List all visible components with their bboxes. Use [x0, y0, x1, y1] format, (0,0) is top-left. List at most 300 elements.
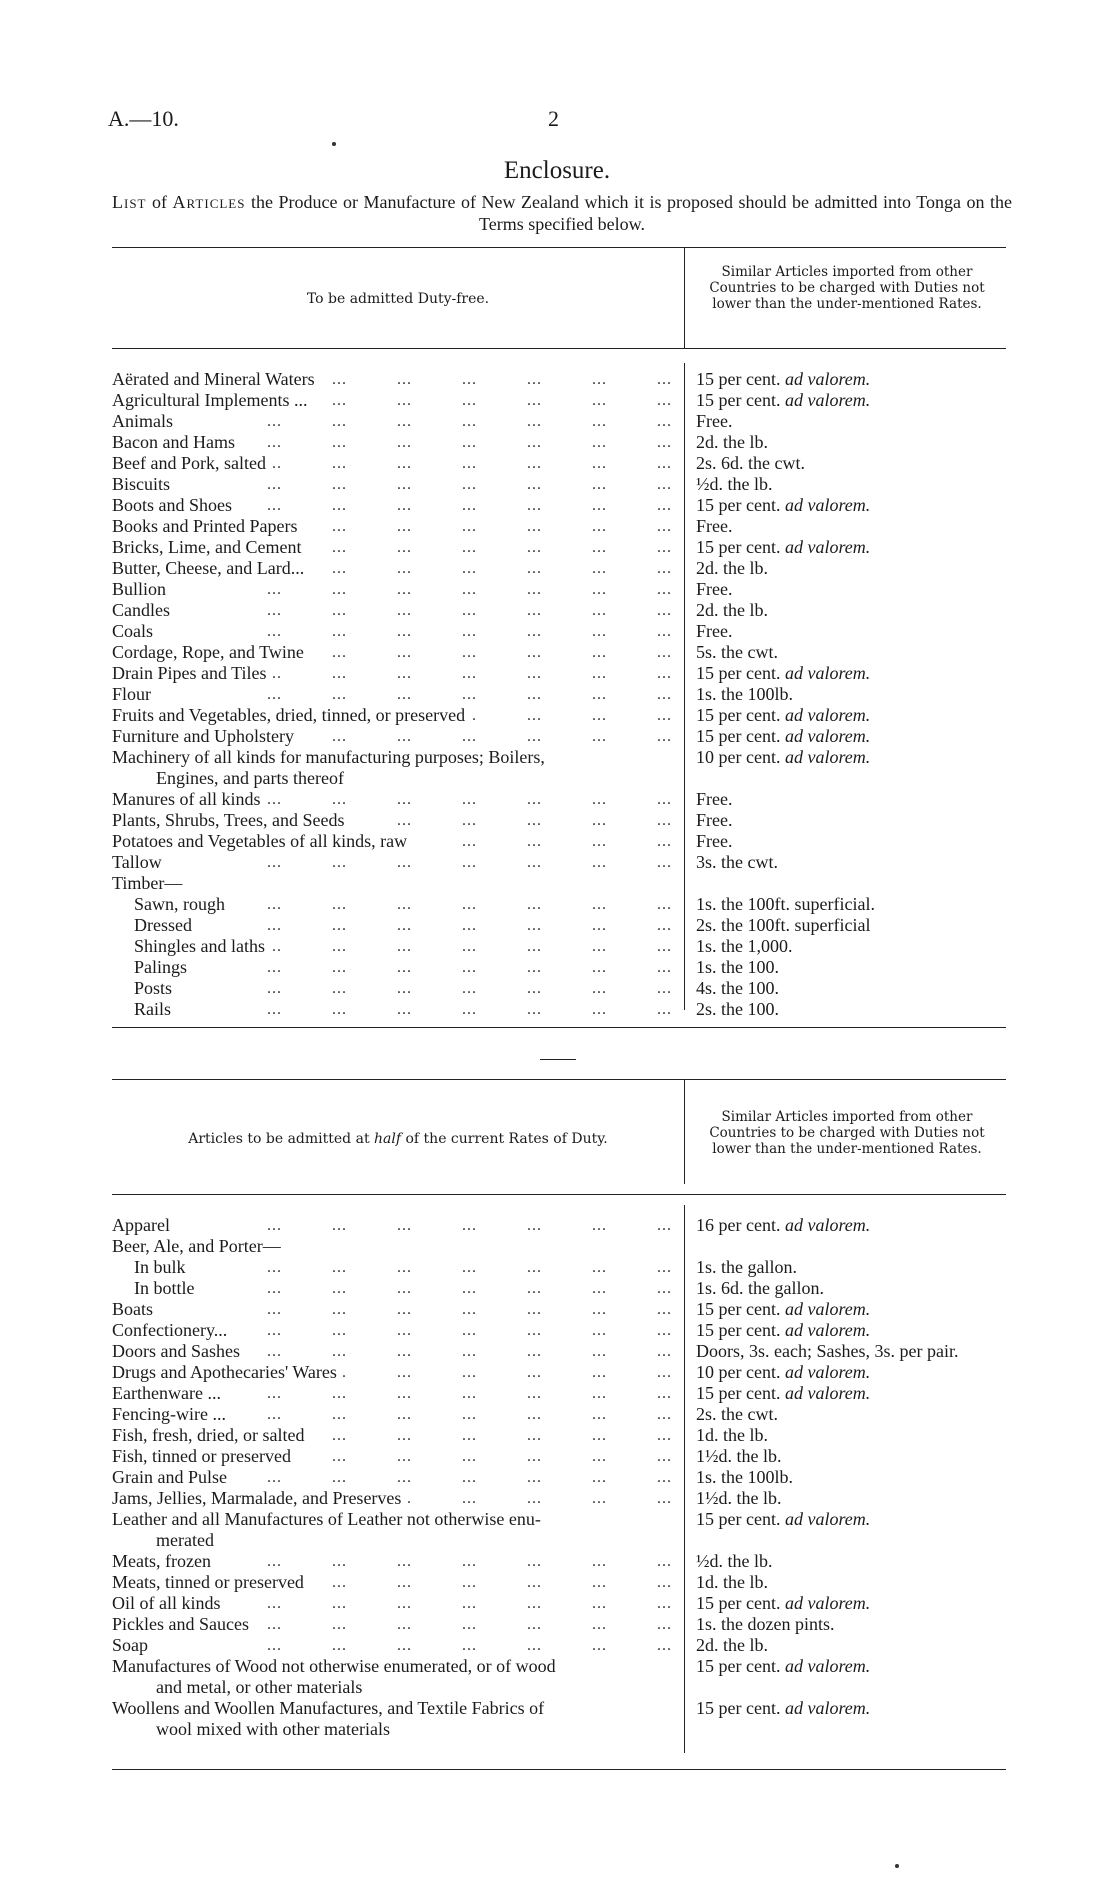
half-duty-header-1: Articles to be admitted at — [188, 1131, 375, 1147]
duty-rate-text: 15 per cent. — [696, 1509, 781, 1529]
duty-rate-text: 10 per cent. — [696, 1362, 781, 1382]
duty-rate-text: 10 per cent. — [696, 747, 781, 767]
duty-rate — [696, 1656, 870, 1677]
article-name-text: Books and Printed Papers — [112, 516, 303, 536]
duty-rate-text: 15 per cent. — [696, 369, 781, 389]
table-row — [112, 789, 1006, 810]
duty-rate-text: 5s. the cwt. — [696, 642, 778, 662]
article-name — [112, 579, 672, 600]
duty-rate-ad-valorem: ad valorem. — [784, 1215, 871, 1235]
duty-rate — [696, 1299, 870, 1320]
article-name-text: Woollens and Woollen Manufactures, and Textile Fabrics of — [112, 1698, 545, 1718]
duty-rate-text: 2d. the lb. — [696, 432, 768, 452]
duty-rate — [696, 663, 870, 684]
duty-rate-text: 2s. the cwt. — [696, 1404, 778, 1424]
article-name-text: Animals — [112, 411, 179, 431]
duty-rate-text: ½d. the lb. — [696, 474, 773, 494]
table-row — [112, 852, 1006, 873]
duty-rate — [696, 1467, 793, 1488]
article-name — [112, 936, 672, 957]
duty-rate-ad-valorem: ad valorem. — [784, 747, 871, 767]
article-name-text: Beer, Ale, and Porter— — [112, 1236, 287, 1256]
duty-rate-text: Free. — [696, 810, 733, 830]
article-name-text: Flour — [112, 684, 157, 704]
article-name — [112, 1278, 672, 1299]
article-name-text: Fruits and Vegetables, dried, tinned, or preserved — [112, 705, 471, 725]
article-name-text: Cordage, Rope, and Twine — [112, 642, 310, 662]
duty-rate — [696, 936, 793, 957]
article-name — [112, 894, 672, 915]
table-row — [112, 684, 1006, 705]
duty-rate-text: 15 per cent. — [696, 705, 781, 725]
table-row — [112, 999, 1006, 1020]
article-name-text: Fencing-wire ... — [112, 1404, 232, 1424]
article-name-text: Furniture and Upholstery — [112, 726, 300, 746]
duty-rate-text: 15 per cent. — [696, 1320, 781, 1340]
duty-rate — [696, 1257, 797, 1278]
duty-rate — [696, 957, 779, 978]
duty-rate-text: 1½d. the lb. — [696, 1488, 782, 1508]
duty-rate-text: Free. — [696, 579, 733, 599]
article-name — [112, 642, 672, 663]
duty-rate-text: 15 per cent. — [696, 663, 781, 683]
duty-rate-text: 15 per cent. — [696, 1698, 781, 1718]
article-name-text: Confectionery... — [112, 1320, 233, 1340]
duty-rate — [696, 390, 870, 411]
duty-rate — [696, 684, 793, 705]
table-row — [112, 1257, 1006, 1278]
article-name — [112, 432, 672, 453]
article-name — [112, 831, 672, 852]
duty-rate — [696, 1593, 870, 1614]
duty-rate-ad-valorem: ad valorem. — [784, 1299, 871, 1319]
article-name-text: Posts — [134, 978, 178, 998]
table-top-rule — [112, 1079, 1006, 1080]
duty-rate — [696, 411, 732, 432]
table-row — [112, 936, 1006, 957]
article-name — [112, 810, 672, 831]
article-name-text: Grain and Pulse — [112, 1467, 233, 1487]
duty-rate-text: 15 per cent. — [696, 1656, 781, 1676]
table-row — [112, 957, 1006, 978]
duty-rate — [696, 537, 870, 558]
article-name-text: In bulk — [134, 1257, 192, 1277]
table-row — [112, 726, 1006, 747]
half-duty-header — [112, 1131, 684, 1147]
duty-rate-text: 1s. the 100ft. superficial. — [696, 894, 875, 914]
article-name — [112, 411, 672, 432]
article-name-text: Doors and Sashes — [112, 1341, 246, 1361]
table-row — [112, 1635, 1006, 1656]
section-separator — [540, 1059, 576, 1060]
article-name-text: Dressed — [134, 915, 198, 935]
duty-rate-text: Free. — [696, 621, 733, 641]
article-name — [112, 1404, 672, 1425]
table-row — [112, 1467, 1006, 1488]
table-row — [112, 1362, 1006, 1383]
duty-rate-text: 15 per cent. — [696, 537, 781, 557]
table-row — [112, 411, 1006, 432]
duty-rate-text: Free. — [696, 831, 733, 851]
article-name-continued: Engines, and parts thereof — [156, 768, 344, 788]
duty-rate-text: 15 per cent. — [696, 1383, 781, 1403]
table-row — [112, 705, 1006, 726]
duty-rate-ad-valorem: ad valorem. — [784, 1320, 871, 1340]
article-name-text: Boats — [112, 1299, 159, 1319]
table-row — [112, 1656, 1006, 1698]
table-row — [112, 474, 1006, 495]
header-rule — [112, 348, 1006, 349]
duty-rate-text: 1s. the gallon. — [696, 1257, 797, 1277]
duty-rate — [696, 1341, 958, 1362]
duty-rate — [696, 705, 870, 726]
duty-rate-ad-valorem: ad valorem. — [784, 1698, 871, 1718]
table-row — [112, 621, 1006, 642]
article-name-text: Bullion — [112, 579, 172, 599]
table-bottom-rule — [112, 1027, 1006, 1028]
table-row — [112, 579, 1006, 600]
duty-rate-ad-valorem: ad valorem. — [784, 1362, 871, 1382]
duty-rate — [696, 894, 875, 915]
table-row — [112, 1593, 1006, 1614]
duty-rate — [696, 600, 768, 621]
column-divider — [684, 1079, 685, 1184]
duty-rate — [696, 1278, 824, 1299]
duty-rate-ad-valorem: ad valorem. — [784, 537, 871, 557]
article-name-text: Agricultural Implements ... — [112, 390, 313, 410]
article-name — [112, 1320, 672, 1341]
article-name-text: In bottle — [134, 1278, 201, 1298]
table-row — [112, 453, 1006, 474]
column-divider — [684, 247, 685, 348]
table-row — [112, 1572, 1006, 1593]
article-name-text: Drugs and Apothecaries' Wares — [112, 1362, 343, 1382]
article-name-text: Apparel — [112, 1215, 176, 1235]
duty-rate-ad-valorem: ad valorem. — [784, 1656, 871, 1676]
table-row — [112, 369, 1006, 390]
table-row — [112, 1446, 1006, 1467]
duty-rate-text: 2d. the lb. — [696, 600, 768, 620]
intro-text-1: of — [146, 192, 173, 212]
similar-articles-header: Similar Articles imported from other Countries to be charged with Duties not lower than the under-mentioned Rates. — [709, 264, 985, 312]
table-row — [112, 1404, 1006, 1425]
article-name — [112, 1299, 672, 1320]
duty-rate — [696, 1509, 870, 1530]
duty-rate-text: 1½d. the lb. — [696, 1446, 782, 1466]
duty-rate-text: 2s. the 100. — [696, 999, 779, 1019]
article-name-text: Earthenware ... — [112, 1383, 227, 1403]
article-name-text: Biscuits — [112, 474, 176, 494]
article-name-text: Pickles and Sauces — [112, 1614, 255, 1634]
article-name — [112, 1635, 672, 1656]
article-name — [112, 789, 672, 810]
article-name — [112, 1362, 672, 1383]
article-name-text: Candles — [112, 600, 176, 620]
table-row — [112, 663, 1006, 684]
duty-rate-ad-valorem: ad valorem. — [784, 495, 871, 515]
duty-rate — [696, 726, 870, 747]
table-row — [112, 915, 1006, 936]
article-name — [112, 1698, 672, 1740]
article-name — [112, 1593, 672, 1614]
duty-rate-text: 1s. the 100lb. — [696, 684, 793, 704]
article-name — [112, 957, 672, 978]
duty-rate — [696, 810, 732, 831]
duty-free-rows — [112, 369, 1006, 1020]
duty-rate — [696, 453, 805, 474]
duty-rate — [696, 1425, 768, 1446]
article-name-text: Soap — [112, 1635, 154, 1655]
article-name-text: Bricks, Lime, and Cement — [112, 537, 307, 557]
duty-rate — [696, 1635, 768, 1656]
duty-rate — [696, 1551, 773, 1572]
article-name-text: Rails — [134, 999, 177, 1019]
table-row — [112, 1614, 1006, 1635]
table-row — [112, 1215, 1006, 1236]
duty-rate — [696, 999, 779, 1020]
duty-rate — [696, 747, 870, 768]
duty-rate-ad-valorem: ad valorem. — [784, 705, 871, 725]
article-name-text: Meats, frozen — [112, 1551, 217, 1571]
article-name — [112, 1614, 672, 1635]
intro-paragraph — [112, 191, 1012, 235]
table-row — [112, 1509, 1006, 1551]
article-name-text: Fish, tinned or preserved — [112, 1446, 297, 1466]
table-top-rule — [112, 247, 1006, 248]
duty-free-header: To be admitted Duty-free. — [306, 291, 490, 307]
table-row — [112, 894, 1006, 915]
table-row — [112, 747, 1006, 789]
half-duty-header-half: half — [374, 1131, 402, 1147]
table-row — [112, 495, 1006, 516]
half-duty-table — [112, 1079, 1006, 1769]
article-name-text: Tallow — [112, 852, 168, 872]
duty-rate-text: 4s. the 100. — [696, 978, 779, 998]
duty-rate-text: 1s. the 1,000. — [696, 936, 793, 956]
table-row — [112, 432, 1006, 453]
table-row — [112, 516, 1006, 537]
duty-rate-text: 1s. the 100lb. — [696, 1467, 793, 1487]
article-name — [112, 1425, 672, 1446]
article-name-text: Butter, Cheese, and Lard... — [112, 558, 310, 578]
article-name-text: Manures of all kinds — [112, 789, 266, 809]
article-name — [112, 1236, 672, 1257]
table-row — [112, 1551, 1006, 1572]
article-name — [112, 705, 672, 726]
duty-rate-text: Doors, 3s. each; Sashes, 3s. per pair. — [696, 1341, 959, 1361]
table-row — [112, 642, 1006, 663]
duty-rate — [696, 474, 773, 495]
duty-rate-text: 1s. the dozen pints. — [696, 1614, 835, 1634]
duty-rate — [696, 558, 768, 579]
intro-text-2: the Produce or Manufacture of New Zealand which it is proposed should be admitted into Tonga on the Terms specified below. — [245, 192, 1012, 234]
article-name — [112, 495, 672, 516]
article-name — [112, 1572, 672, 1593]
article-name-continued: merated — [156, 1530, 214, 1550]
table-row — [112, 600, 1006, 621]
duty-rate-ad-valorem: ad valorem. — [784, 1383, 871, 1403]
article-name — [112, 1551, 672, 1572]
duty-rate-text: 1s. the 100. — [696, 957, 779, 977]
article-name-text: Beef and Pork, salted — [112, 453, 272, 473]
article-name-text: Manufactures of Wood not otherwise enumerated, or of wood — [112, 1656, 556, 1676]
duty-rate-ad-valorem: ad valorem. — [784, 726, 871, 746]
table-row — [112, 1278, 1006, 1299]
article-name — [112, 852, 672, 873]
article-name — [112, 1467, 672, 1488]
duty-rate-text: 15 per cent. — [696, 1593, 781, 1613]
duty-rate-text: Free. — [696, 411, 733, 431]
page-number: 2 — [548, 106, 559, 131]
duty-rate — [696, 1698, 870, 1719]
article-name — [112, 1383, 672, 1404]
article-name-text: Boots and Shoes — [112, 495, 238, 515]
article-name — [112, 978, 672, 999]
article-name-text: Meats, tinned or preserved — [112, 1572, 310, 1592]
article-name-text: Leather and all Manufactures of Leather not otherwise enu- — [112, 1509, 541, 1529]
table-row — [112, 1236, 1006, 1257]
duty-rate — [696, 1404, 778, 1425]
duty-rate-text: 1d. the lb. — [696, 1425, 768, 1445]
article-name — [112, 474, 672, 495]
half-duty-header-2: of the current Rates of Duty. — [401, 1131, 608, 1147]
duty-rate — [696, 831, 732, 852]
duty-rate — [696, 1215, 870, 1236]
duty-rate — [696, 432, 768, 453]
duty-free-table — [112, 247, 1006, 1060]
table-row — [112, 1341, 1006, 1362]
duty-rate-ad-valorem: ad valorem. — [784, 663, 871, 683]
similar-articles-header: Similar Articles imported from other Countries to be charged with Duties not lower than the under-mentioned Rates. — [709, 1109, 985, 1157]
article-name — [112, 1656, 672, 1698]
article-name-text: Aërated and Mineral Waters — [112, 369, 321, 389]
duty-rate — [696, 852, 778, 873]
page-reference: A.—10. — [108, 106, 179, 131]
table-bottom-rule — [112, 1769, 1006, 1770]
intro-smallcaps-list: List — [112, 192, 147, 212]
article-name — [112, 453, 672, 474]
duty-rate-text: 16 per cent. — [696, 1215, 781, 1235]
duty-rate — [696, 789, 732, 810]
print-speck — [895, 1864, 899, 1868]
duty-rate — [696, 1614, 834, 1635]
duty-rate-text: 2s. 6d. the cwt. — [696, 453, 805, 473]
article-name — [112, 915, 672, 936]
duty-rate-ad-valorem: ad valorem. — [784, 1593, 871, 1613]
table-row — [112, 873, 1006, 894]
duty-rate — [696, 1320, 870, 1341]
article-name — [112, 600, 672, 621]
article-name — [112, 1341, 672, 1362]
article-name — [112, 684, 672, 705]
article-name-continued: wool mixed with other materials — [156, 1719, 390, 1739]
article-name-text: Timber— — [112, 873, 188, 893]
duty-rate — [696, 1383, 870, 1404]
article-name — [112, 621, 672, 642]
table-row — [112, 978, 1006, 999]
article-name-text: Coals — [112, 621, 159, 641]
article-name — [112, 1257, 672, 1278]
duty-rate — [696, 495, 870, 516]
table-row — [112, 1488, 1006, 1509]
duty-rate-text: 15 per cent. — [696, 495, 781, 515]
duty-rate — [696, 915, 870, 936]
article-name-text: Plants, Shrubs, Trees, and Seeds — [112, 810, 351, 830]
article-name-text: Shingles and laths — [134, 936, 271, 956]
duty-rate-ad-valorem: ad valorem. — [784, 390, 871, 410]
duty-rate — [696, 1488, 782, 1509]
article-name — [112, 873, 672, 894]
table-row — [112, 1320, 1006, 1341]
article-name — [112, 558, 672, 579]
duty-rate — [696, 621, 732, 642]
article-name — [112, 663, 672, 684]
article-name — [112, 747, 672, 789]
duty-rate — [696, 978, 779, 999]
table-row — [112, 390, 1006, 411]
header-rule — [112, 1194, 1006, 1195]
duty-rate-text: Free. — [696, 516, 733, 536]
article-name — [112, 999, 672, 1020]
article-name — [112, 537, 672, 558]
duty-rate-text: 1d. the lb. — [696, 1572, 768, 1592]
article-name — [112, 726, 672, 747]
table-row — [112, 810, 1006, 831]
article-name-text: Drain Pipes and Tiles — [112, 663, 273, 683]
table-row — [112, 1299, 1006, 1320]
duty-rate-text: 2s. the 100ft. superficial — [696, 915, 871, 935]
duty-rate-text: ½d. the lb. — [696, 1551, 773, 1571]
article-name-text: Sawn, rough — [134, 894, 231, 914]
duty-rate — [696, 579, 732, 600]
duty-rate-text: 1s. 6d. the gallon. — [696, 1278, 824, 1298]
article-name — [112, 516, 672, 537]
duty-rate — [696, 1446, 782, 1467]
table-row — [112, 1425, 1006, 1446]
article-name-text: Fish, fresh, dried, or salted — [112, 1425, 310, 1445]
duty-rate — [696, 516, 732, 537]
duty-rate-text: 2d. the lb. — [696, 1635, 768, 1655]
table-row — [112, 1383, 1006, 1404]
page-title: Enclosure. — [503, 157, 611, 184]
duty-rate — [696, 369, 870, 390]
article-name-text: Oil of all kinds — [112, 1593, 227, 1613]
duty-rate-text: 3s. the cwt. — [696, 852, 778, 872]
article-name — [112, 1509, 672, 1551]
article-name-text: Potatoes and Vegetables of all kinds, raw — [112, 831, 413, 851]
duty-rate-ad-valorem: ad valorem. — [784, 369, 871, 389]
table-row — [112, 1698, 1006, 1740]
duty-rate-text: Free. — [696, 789, 733, 809]
article-name — [112, 1488, 672, 1509]
print-speck — [332, 142, 336, 146]
intro-smallcaps-articles: Articles — [172, 192, 246, 212]
article-name — [112, 369, 672, 390]
table-row — [112, 831, 1006, 852]
half-duty-rows — [112, 1215, 1006, 1740]
article-name — [112, 1446, 672, 1467]
table-row — [112, 537, 1006, 558]
duty-rate — [696, 1572, 768, 1593]
article-name — [112, 390, 672, 411]
duty-rate — [696, 642, 778, 663]
duty-rate-text: 2d. the lb. — [696, 558, 768, 578]
article-name-text: Machinery of all kinds for manufacturing purposes; Boilers, — [112, 747, 545, 767]
duty-rate — [696, 1362, 870, 1383]
duty-rate-text: 15 per cent. — [696, 390, 781, 410]
duty-rate-ad-valorem: ad valorem. — [784, 1509, 871, 1529]
table-row — [112, 558, 1006, 579]
